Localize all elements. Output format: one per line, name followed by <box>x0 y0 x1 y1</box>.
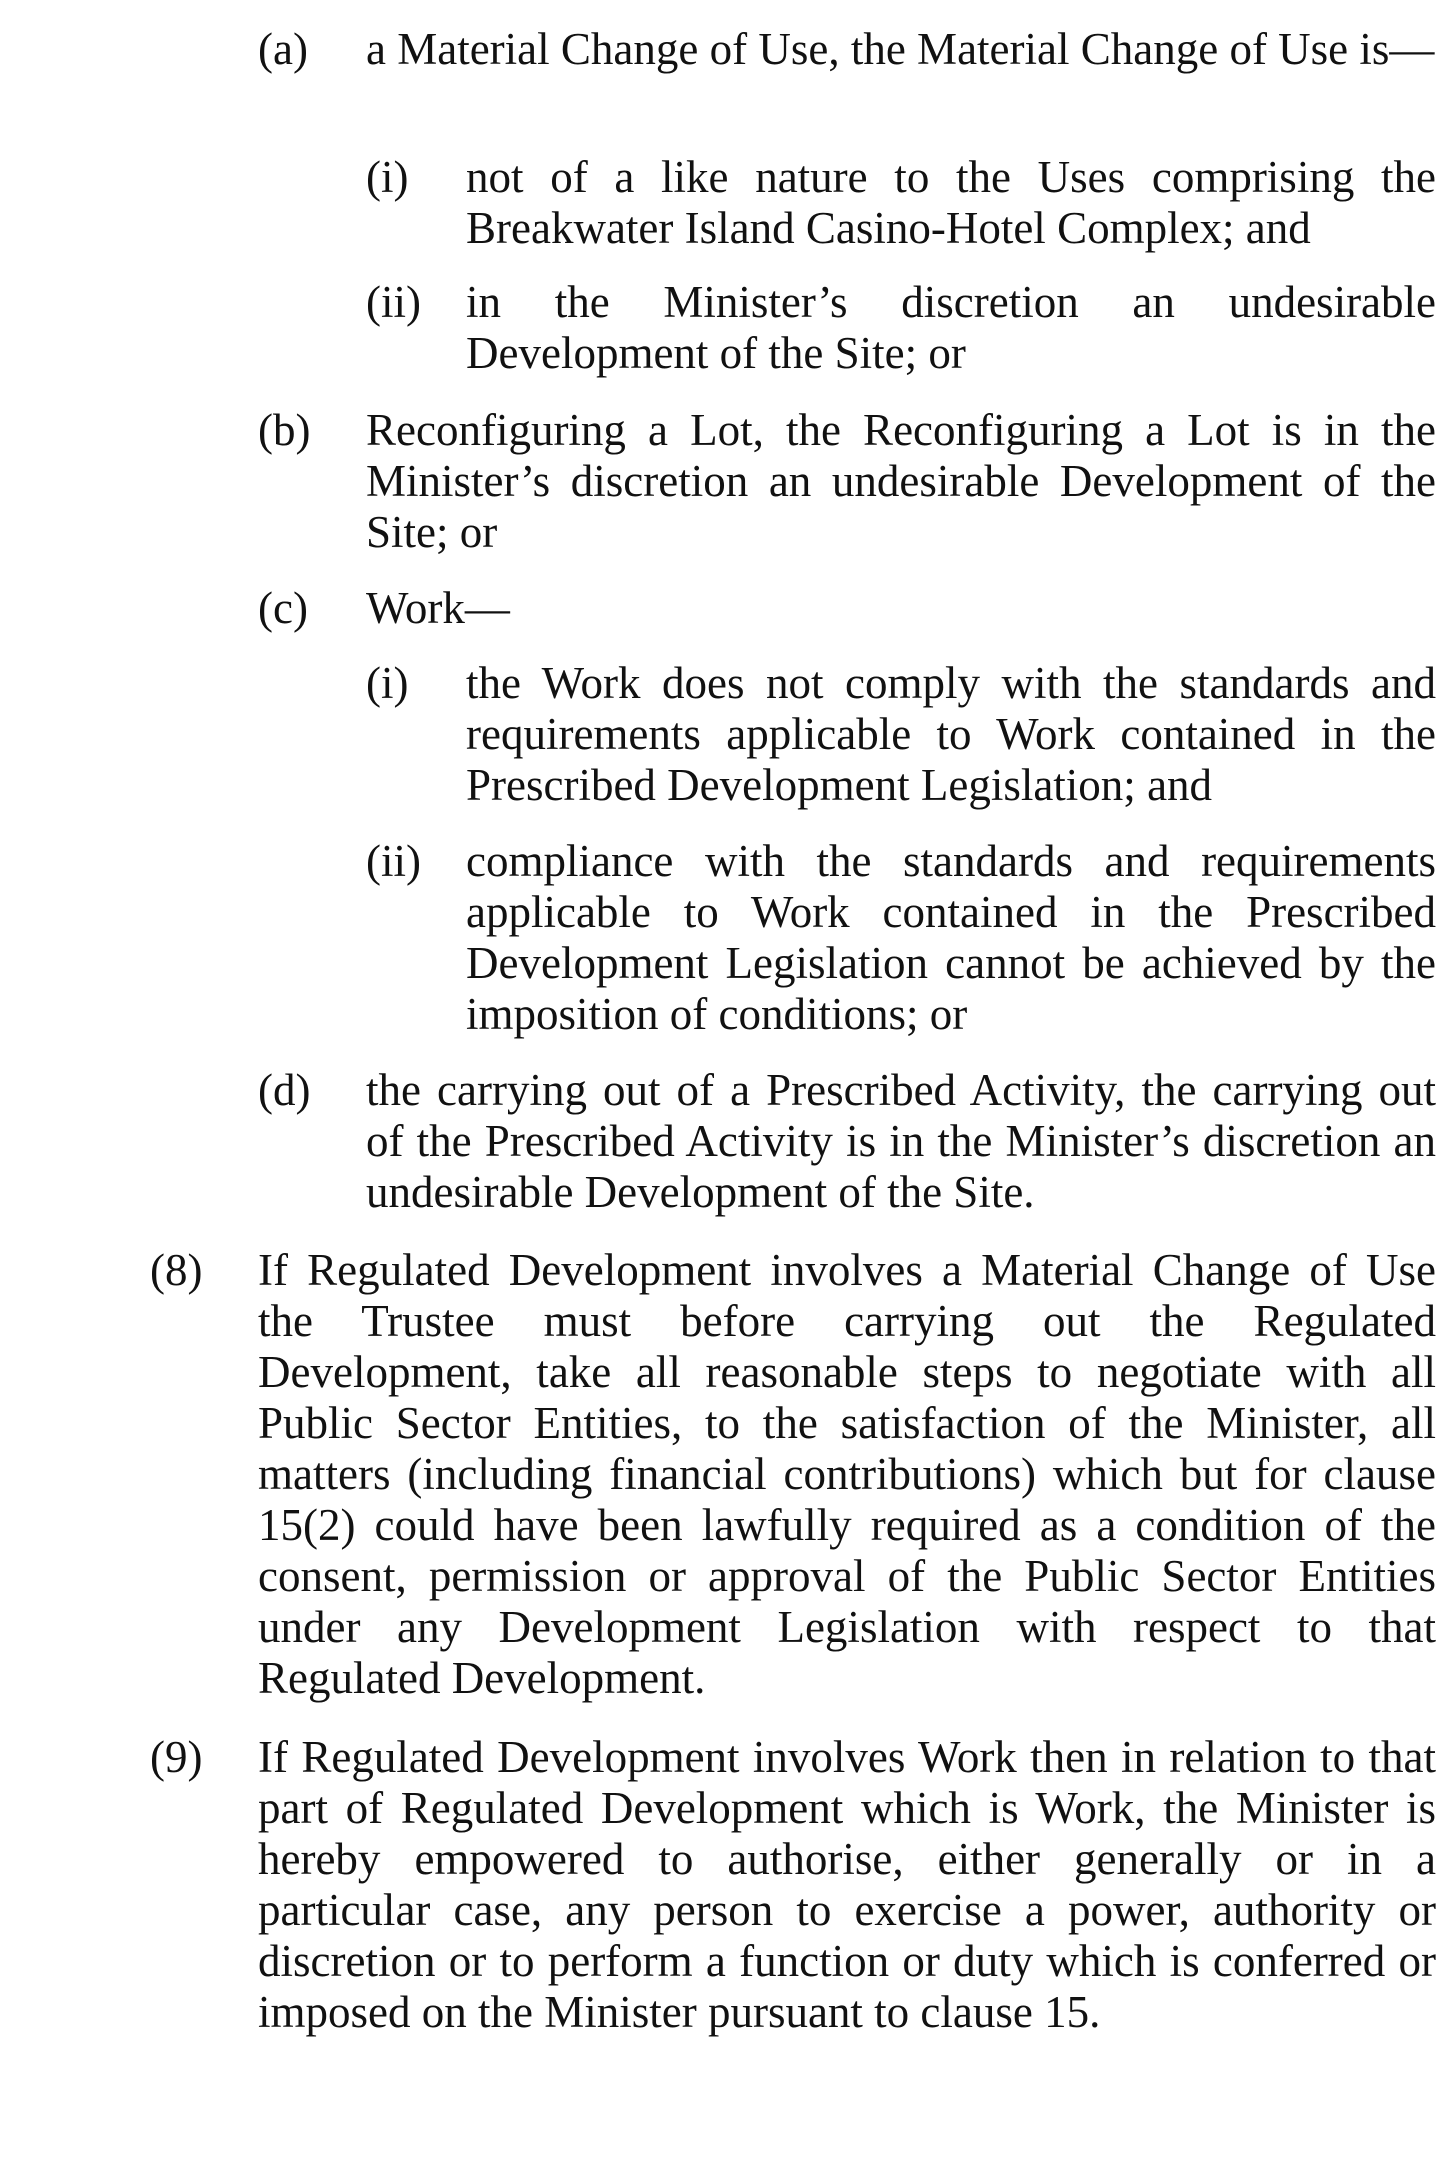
item-c-label: (c) <box>258 583 308 633</box>
subclause-9-label: (9) <box>150 1732 203 1782</box>
item-b-body: Reconfiguring a Lot, the Reconfiguring a Lot is in the Minister’s discretion an undesirable Development of the Site; or <box>366 405 1436 557</box>
item-a-label: (a) <box>258 24 308 74</box>
item-a-text <box>366 24 1436 75</box>
subclause-8-text <box>258 1245 1436 1704</box>
subclause-8-body: If Regulated Development involves a Material Change of Use the Trustee must before carrying out the Regulated Development, take all reasonable steps to negotiate with all Public Sector Entities, to the satisfaction of the Minister, all matters (including financial contributions) which but for clause 15(2) could have been lawfully required as a condition of the consent, permission or approval of the Public Sector Entities under any Development Legislation with respect to that Regulated Development. <box>258 1245 1436 1703</box>
item-a-i-text <box>466 152 1436 254</box>
item-b-text <box>366 405 1436 558</box>
item-a-ii-label: (ii) <box>366 277 421 327</box>
subclause-8-label: (8) <box>150 1245 203 1295</box>
item-d-body: the carrying out of a Prescribed Activity, the carrying out of the Prescribed Activity is in the Minister’s discretion an undesirable Development of the Site. <box>366 1065 1436 1217</box>
item-c-text <box>366 583 1436 634</box>
subclause-9-body: If Regulated Development involves Work then in relation to that part of Regulated Development which is Work, the Minister is hereby empowered to authorise, either generally or in a particular case, any person to exercise a power, authority or discretion or to perform a function or duty which is conferred or imposed on the Minister pursuant to clause 15. <box>258 1732 1436 2037</box>
item-c-ii-label: (ii) <box>366 836 421 886</box>
item-d-text <box>366 1065 1436 1218</box>
item-b-label: (b) <box>258 405 311 455</box>
item-c-i-label: (i) <box>366 658 409 708</box>
item-c-i-text <box>466 658 1436 811</box>
item-a-i-label: (i) <box>366 152 409 202</box>
item-a-body: a Material Change of Use, the Material Change of Use is— <box>366 24 1435 74</box>
item-c-body: Work— <box>366 583 510 633</box>
item-c-ii-body: compliance with the standards and requirements applicable to Work contained in the Prescribed Development Legislation cannot be achieved by the imposition of conditions; or <box>466 836 1436 1039</box>
subclause-9-text <box>258 1732 1436 2038</box>
item-a-ii-text <box>466 277 1436 379</box>
item-c-ii-text <box>466 836 1436 1040</box>
item-d-label: (d) <box>258 1065 311 1115</box>
item-a-i-body: not of a like nature to the Uses comprising the Breakwater Island Casino-Hotel Complex; and <box>466 152 1436 253</box>
item-c-i-body: the Work does not comply with the standards and requirements applicable to Work contained in the Prescribed Development Legislation; and <box>466 658 1436 810</box>
item-a-ii-body: in the Minister’s discretion an undesirable Development of the Site; or <box>466 277 1436 378</box>
